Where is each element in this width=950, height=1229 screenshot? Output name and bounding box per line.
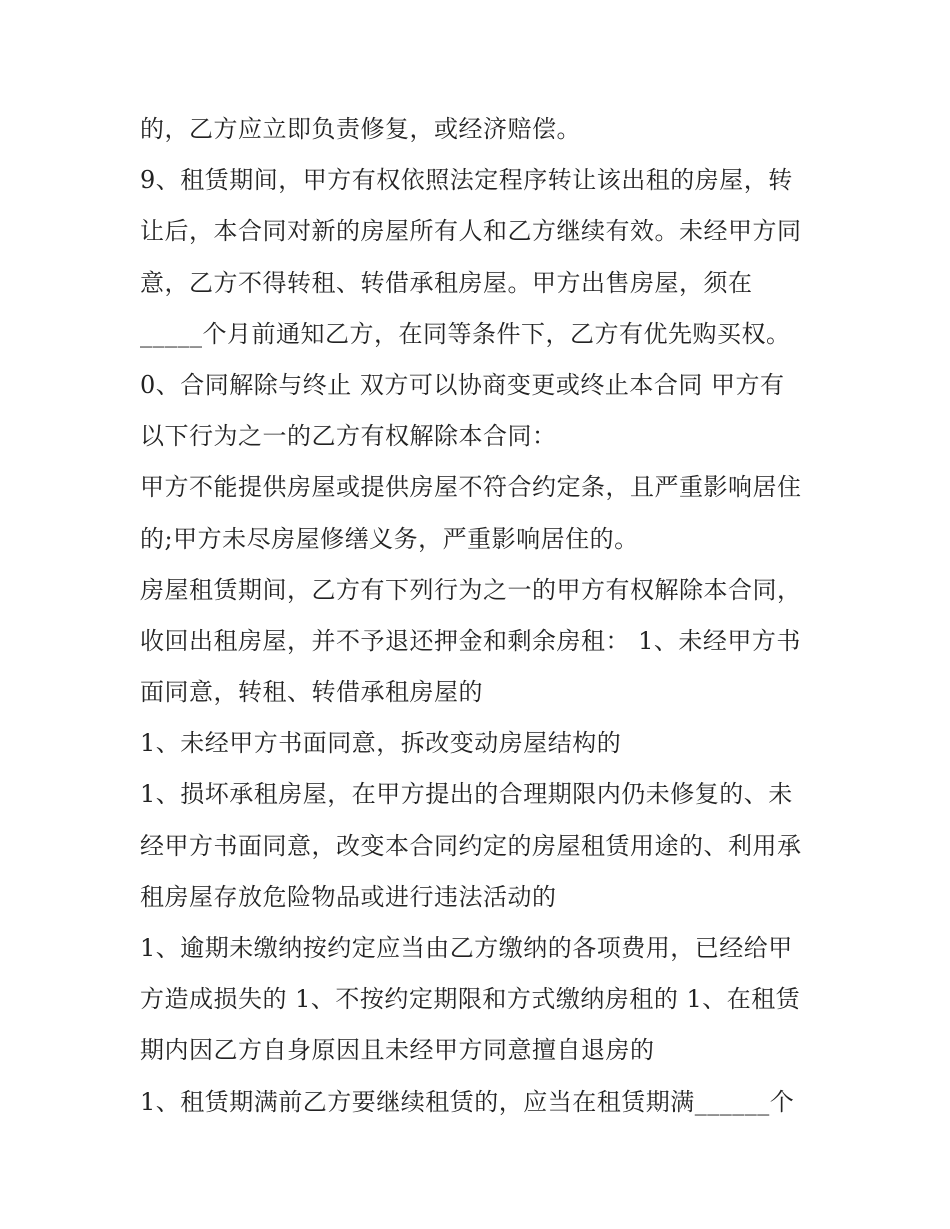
- text-line: 的;甲方未尽房屋修缮义务，严重影响居住的。: [140, 524, 639, 553]
- text-line: 面同意，转租、转借承租房屋的: [140, 678, 483, 707]
- text-line: 期内因乙方自身原因且未经甲方同意擅自退房的: [140, 1036, 655, 1065]
- text-line: 甲方不能提供房屋或提供房屋不符合约定条，且严重影响居住: [140, 473, 802, 502]
- text-line: 经甲方书面同意，改变本合同约定的房屋租赁用途的、利用承: [140, 831, 802, 860]
- text-line: 1、未经甲方书面同意，拆改变动房屋结构的: [140, 729, 622, 758]
- text-line: 0、合同解除与终止 双方可以协商变更或终止本合同 甲方有: [140, 370, 785, 399]
- text-line: 1、逾期未缴纳按约定应当由乙方缴纳的各项费用，已经给甲: [140, 934, 793, 962]
- text-line: 房屋租赁期间，乙方有下列行为之一的甲方有权解除本合同，: [140, 575, 802, 604]
- document-body: [140, 104, 820, 1128]
- text-line: 1、损坏承租房屋，在甲方提出的合理期限内仍未修复的、未: [140, 780, 793, 809]
- text-line: 租房屋存放危险物品或进行违法活动的: [140, 882, 557, 911]
- text-line: 收回出租房屋，并不予退还押金和剩余房租： 1、未经甲方书: [140, 626, 801, 655]
- text-line: 1、租赁期满前乙方要继续租赁的，应当在租赁期满______个: [140, 1087, 795, 1116]
- text-line: _____个月前通知乙方，在同等条件下，乙方有优先购买权。: [140, 319, 791, 348]
- text-line: 9、租赁期间，甲方有权依照法定程序转让该出租的房屋，转: [140, 166, 793, 195]
- text-line: 以下行为之一的乙方有权解除本合同：: [140, 422, 557, 451]
- text-line: 方造成损失的 1、不按约定期限和方式缴纳房租的 1、在租赁: [140, 985, 801, 1014]
- text-line: 意，乙方不得转租、转借承租房屋。甲方出售房屋，须在: [140, 268, 753, 297]
- text-line: 的，乙方应立即负责修复，或经济赔偿。: [140, 115, 581, 143]
- text-line: 让后，本合同对新的房屋所有人和乙方继续有效。未经甲方同: [140, 217, 802, 246]
